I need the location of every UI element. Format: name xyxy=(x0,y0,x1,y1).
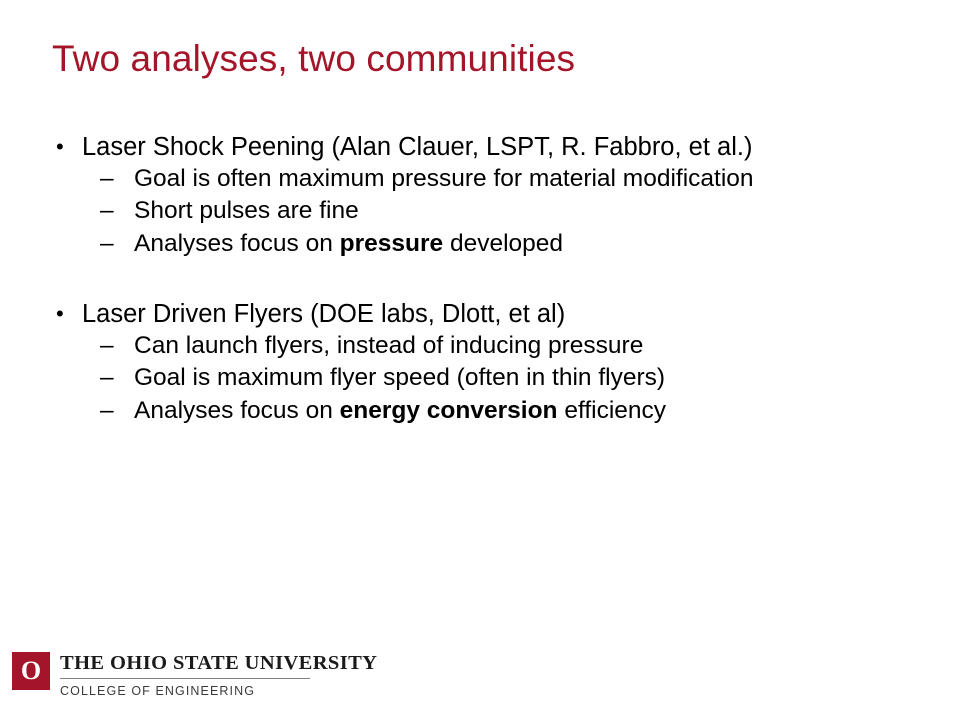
list-item xyxy=(52,199,912,224)
list-item xyxy=(52,331,912,359)
sub-bullet-text-post: developed xyxy=(443,229,564,257)
dash-marker-icon: – xyxy=(100,164,114,192)
college-name: COLLEGE OF ENGINEERING xyxy=(60,684,256,698)
bullet-marker-icon: • xyxy=(56,134,64,159)
dash-marker-icon: – xyxy=(100,229,114,257)
dash-marker-icon: – xyxy=(100,364,114,391)
dash-marker-icon: – xyxy=(100,396,114,424)
logo-letter: O xyxy=(20,656,42,685)
dash-marker-icon: – xyxy=(100,331,114,359)
sub-bullet-text: Can launch flyers, instead of inducing pressure xyxy=(134,331,644,359)
logo-divider xyxy=(60,678,310,679)
bullet-text: Laser Shock Peening (Alan Clauer, LSPT, R. Fabbro, et al.) xyxy=(82,133,753,161)
slide-body xyxy=(52,135,912,431)
osu-block-o-icon xyxy=(12,652,50,690)
bullet-marker-icon: • xyxy=(56,301,64,326)
ohio-state-logo xyxy=(12,650,378,706)
list-item xyxy=(52,396,912,424)
sub-bullet-text-pre: Analyses focus on xyxy=(134,396,340,424)
group-spacer xyxy=(52,264,912,302)
list-item xyxy=(52,302,912,328)
logo-wordmark xyxy=(60,652,378,698)
university-name: THE OHIO STATE UNIVERSITY xyxy=(60,652,378,674)
dash-marker-icon: – xyxy=(100,197,114,224)
list-item xyxy=(52,164,912,192)
bullet-text: Laser Driven Flyers (DOE labs, Dlott, et al) xyxy=(82,300,566,328)
page-title: Two analyses, two communities xyxy=(52,38,576,79)
sub-bullet-text: Goal is often maximum pressure for material modification xyxy=(134,164,754,192)
list-item xyxy=(52,366,912,391)
sub-bullet-text-post: efficiency xyxy=(557,396,667,424)
sub-bullet-text-emphasis: energy conversion xyxy=(339,396,558,424)
sub-bullet-text: Goal is maximum flyer speed (often in thin flyers) xyxy=(134,364,666,391)
list-item xyxy=(52,135,912,161)
sub-bullet-text-emphasis: pressure xyxy=(339,229,444,257)
sub-bullet-text: Short pulses are fine xyxy=(134,197,359,224)
list-item xyxy=(52,229,912,257)
sub-bullet-text-pre: Analyses focus on xyxy=(134,229,340,257)
